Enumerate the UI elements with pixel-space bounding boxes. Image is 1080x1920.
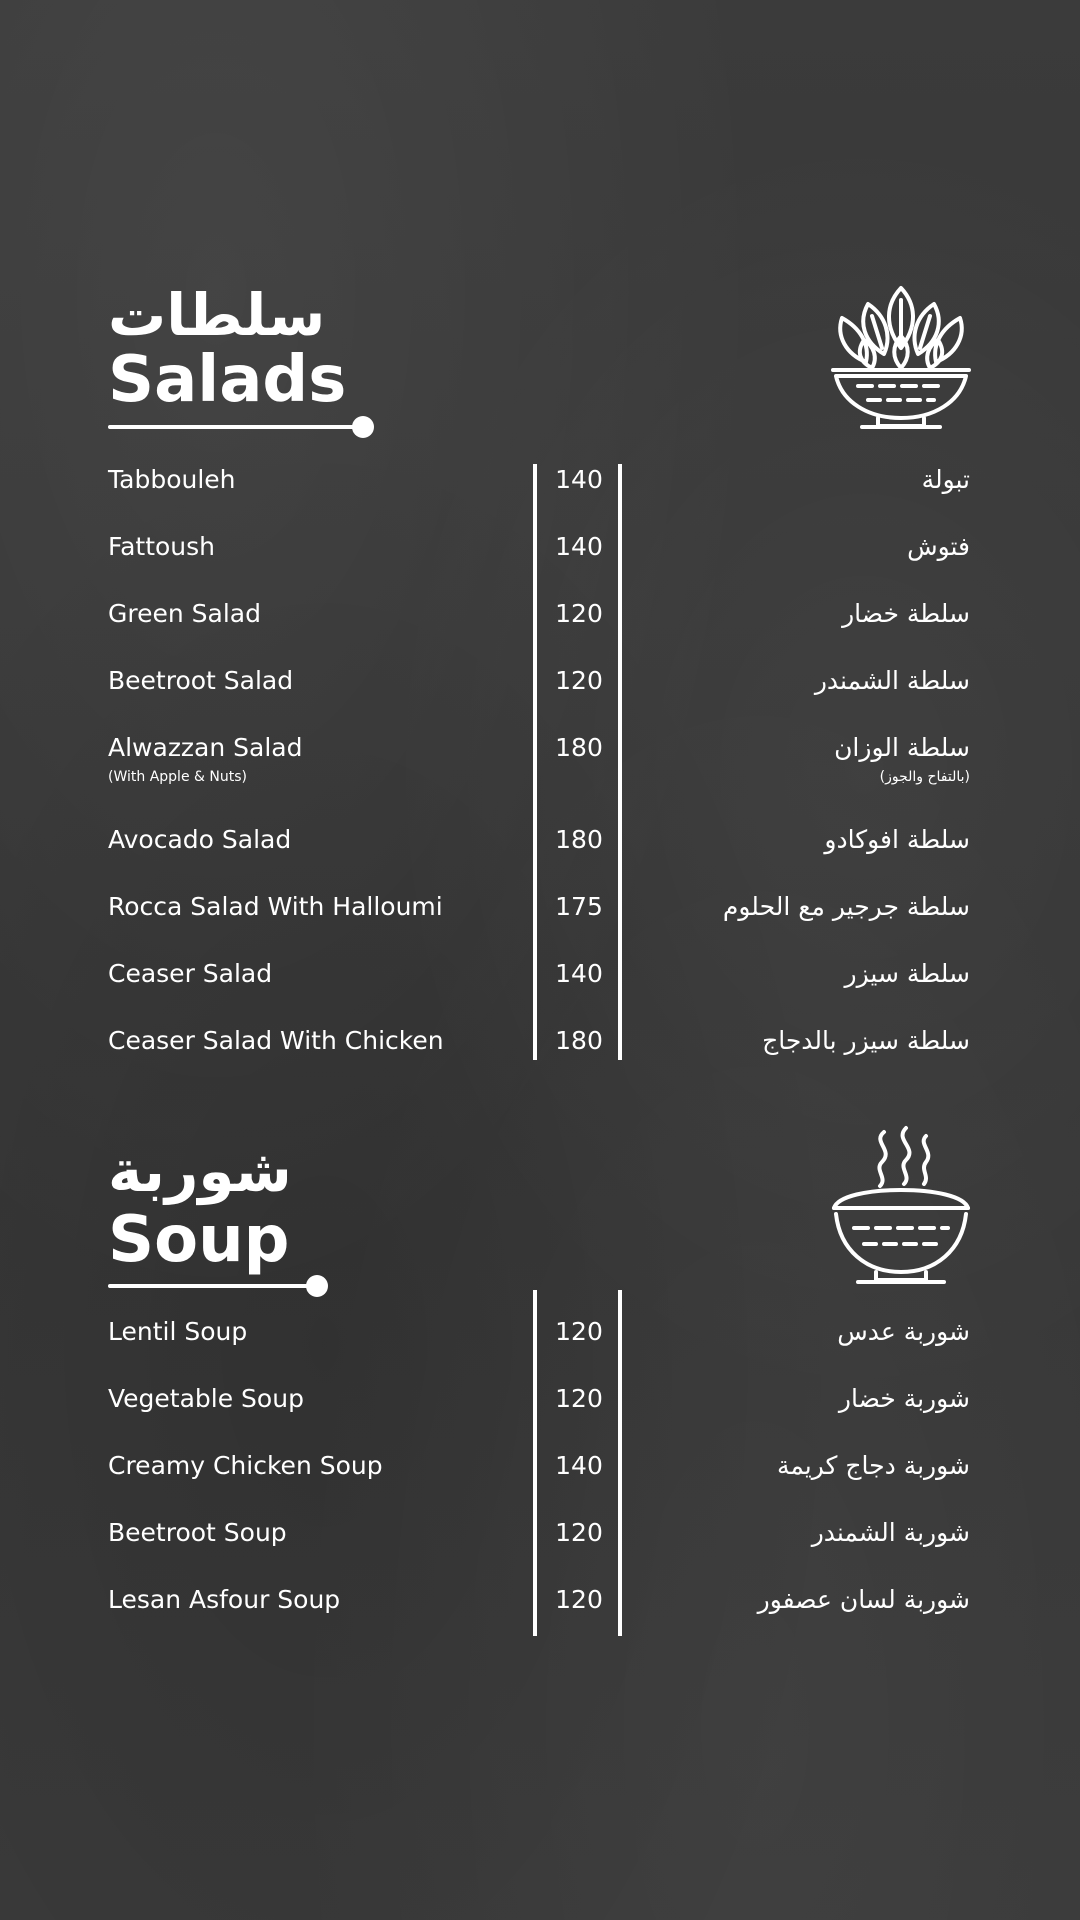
menu-item-name-ar: شوربة الشمندر bbox=[811, 1518, 970, 1547]
soup-title-en: Soup bbox=[108, 1203, 290, 1277]
menu-item-name-en: Vegetable Soup bbox=[108, 1384, 304, 1413]
menu-item-name-en: Lentil Soup bbox=[108, 1317, 248, 1346]
menu-item-price: 140 bbox=[555, 1451, 603, 1480]
menu-item-name-en: Alwazzan Salad bbox=[108, 733, 303, 762]
soup-bowl-icon bbox=[828, 1124, 974, 1288]
menu-item-name-ar: سلطة جرجير مع الحلوم bbox=[722, 892, 970, 921]
salads-title-ar: سلطات bbox=[108, 281, 326, 349]
menu-item-name-ar: سلطة افوكادو bbox=[824, 825, 970, 854]
menu-item bbox=[0, 666, 1080, 716]
menu-item-name-ar: سلطة خضار bbox=[842, 599, 970, 628]
menu-item-name-ar: سلطة سيزر بالدجاج bbox=[762, 1026, 970, 1055]
menu-item-price: 140 bbox=[555, 532, 603, 561]
menu-item-name-en: Beetroot Salad bbox=[108, 666, 294, 695]
soup-title-underline-dot bbox=[306, 1275, 328, 1297]
soup-title-underline bbox=[108, 1284, 318, 1288]
salads-title-underline bbox=[108, 425, 364, 429]
menu-item-price: 120 bbox=[555, 1585, 603, 1614]
menu-item-price: 120 bbox=[555, 666, 603, 695]
menu-item-price: 140 bbox=[555, 465, 603, 494]
menu-item bbox=[0, 1026, 1080, 1076]
menu-item-name-ar: شوربة خضار bbox=[838, 1384, 970, 1413]
menu-item-name-en: Rocca Salad With Halloumi bbox=[108, 892, 443, 921]
menu-item-name-ar: سلطة الشمندر bbox=[814, 666, 970, 695]
menu-item bbox=[0, 892, 1080, 942]
salad-bowl-icon bbox=[828, 282, 974, 430]
menu-item bbox=[0, 1317, 1080, 1367]
menu-item-name-en: Green Salad bbox=[108, 599, 261, 628]
menu-item-name-en: Avocado Salad bbox=[108, 825, 292, 854]
menu-item bbox=[0, 532, 1080, 582]
menu-item-name-en: Lesan Asfour Soup bbox=[108, 1585, 341, 1614]
menu-item bbox=[0, 825, 1080, 875]
salads-title-underline-dot bbox=[352, 416, 374, 438]
menu-item-price: 180 bbox=[555, 825, 603, 854]
menu-item bbox=[0, 1518, 1080, 1568]
menu-item bbox=[0, 599, 1080, 649]
menu-item bbox=[0, 733, 1080, 803]
menu-item-name-en: Ceaser Salad bbox=[108, 959, 273, 988]
menu-item-name-ar: شوربة عدس bbox=[837, 1317, 970, 1346]
menu-item-price: 180 bbox=[555, 1026, 603, 1055]
menu-item-price: 175 bbox=[555, 892, 603, 921]
menu-item-name-en: Creamy Chicken Soup bbox=[108, 1451, 383, 1480]
menu-item-name-ar: سلطة الوزان bbox=[834, 733, 970, 762]
menu-item-price: 120 bbox=[555, 1384, 603, 1413]
menu-item-price: 120 bbox=[555, 1518, 603, 1547]
menu-item-name-ar: شوربة لسان عصفور bbox=[757, 1585, 970, 1614]
soup-title-ar: شوربة bbox=[108, 1137, 292, 1205]
menu-item-name-en: Beetroot Soup bbox=[108, 1518, 287, 1547]
salads-title-en: Salads bbox=[108, 343, 347, 417]
menu-item-price: 140 bbox=[555, 959, 603, 988]
menu-item-name-ar: سلطة سيزر bbox=[844, 959, 970, 988]
menu-item-name-en: Ceaser Salad With Chicken bbox=[108, 1026, 444, 1055]
menu-item bbox=[0, 959, 1080, 1009]
menu-item bbox=[0, 1585, 1080, 1635]
menu-item-name-en: Fattoush bbox=[108, 532, 216, 561]
menu-item bbox=[0, 1451, 1080, 1501]
menu-item-name-ar: تبولة bbox=[921, 465, 970, 494]
menu-item-note-en: (With Apple & Nuts) bbox=[108, 769, 247, 785]
menu-item-name-en: Tabbouleh bbox=[108, 465, 236, 494]
menu-item bbox=[0, 1384, 1080, 1434]
menu-item-name-ar: شوربة دجاج كريمة bbox=[776, 1451, 970, 1480]
menu-item-note-ar: (بالتفاح والجوز) bbox=[879, 769, 970, 785]
menu-item bbox=[0, 465, 1080, 515]
menu-item-price: 120 bbox=[555, 1317, 603, 1346]
menu-item-name-ar: فتوش bbox=[907, 532, 970, 561]
menu-item-price: 120 bbox=[555, 599, 603, 628]
menu-item-price: 180 bbox=[555, 733, 603, 762]
